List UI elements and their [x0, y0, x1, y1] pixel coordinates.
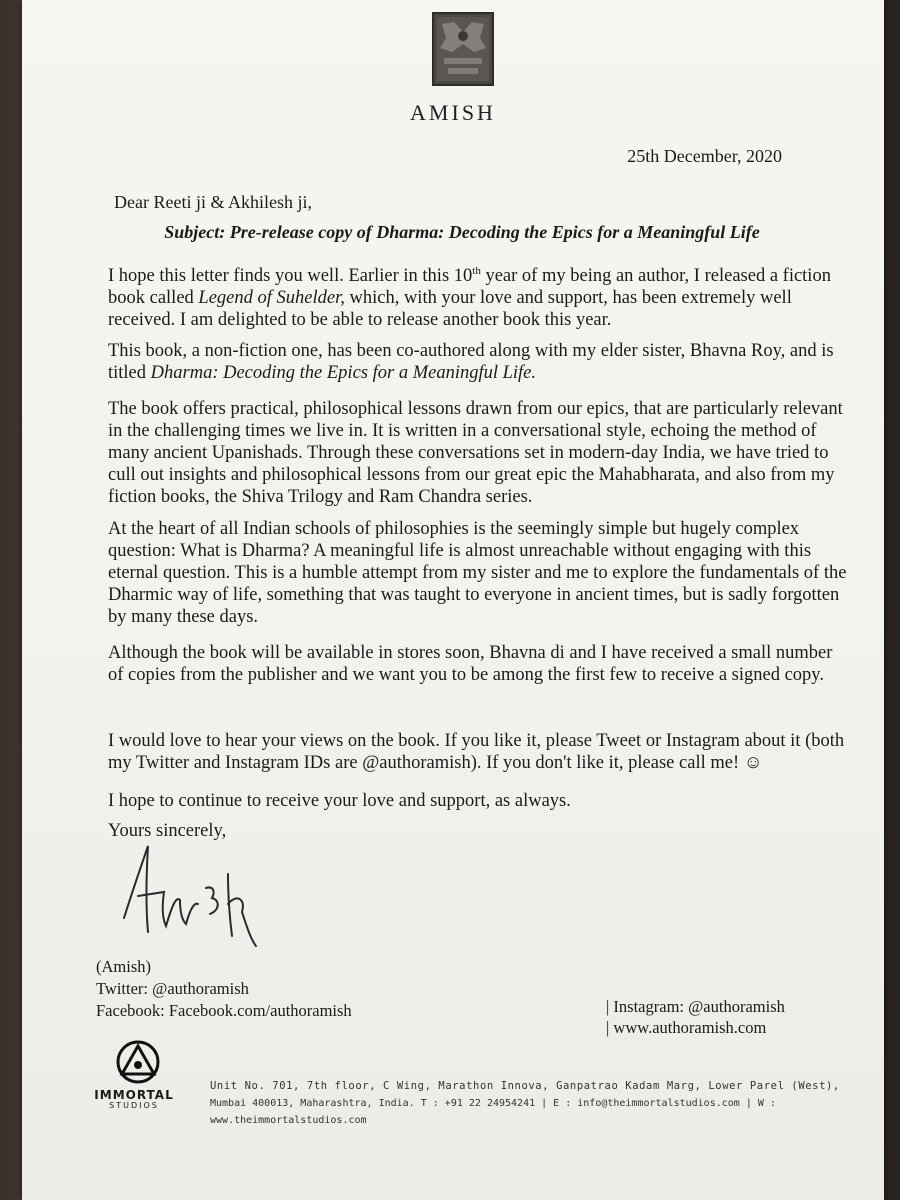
paragraph-1-text-b: year of my being an author, I released a fiction book called — [108, 266, 831, 309]
website-link: | www.authoramish.com — [606, 1018, 767, 1037]
letter-page — [22, 0, 884, 1200]
signature-graphic — [116, 840, 276, 950]
twitter-handle: Twitter: @authoramish — [96, 979, 249, 998]
signatory-name: (Amish) — [96, 957, 151, 976]
closing: Yours sincerely, — [108, 821, 227, 841]
letterhead-brand: AMISH — [410, 100, 496, 125]
paragraph-3: The book offers practical, philosophical lessons drawn from our epics, that are particularly relevant in the challenging times we live in. It is written in a conversational style, echoing the method of many ancient Upanishads. Through these conversations set in modern-day India, we have tried to cull out insights and philosophical lessons from our great epic the Mahabharata, and also from my fiction books, the Shiva Trilogy and Ram Chandra series. — [108, 399, 843, 507]
superscript: th — [472, 265, 481, 277]
paragraph-6: I would love to hear your views on the book. If you like it, please Tweet or Instagram about it (both my Twitter and Instagram IDs are @authoramish). If you don't like it, please call me! ☺ — [108, 731, 845, 773]
address-line-2: Mumbai 400013, Maharashtra, India. T : +91 22 24954241 | E : info@theimmortalstudios.com | W : www.theimmortalstudios.com — [210, 1098, 776, 1126]
paragraph-5: Although the book will be available in stores soon, Bhavna di and I have received a small number of copies from the publisher and we want you to be among the first few to receive a signed copy. — [108, 643, 833, 685]
paragraph-2 — [108, 340, 848, 384]
seal-logo-graphic — [434, 14, 492, 84]
paragraph-1-text-c: which, with your love and support, has been extremely well received. I am delighted to be able to release another book this year. — [108, 288, 792, 331]
handwritten-signature-icon — [116, 840, 276, 950]
company-address — [210, 1078, 880, 1129]
subject-line: Subject: Pre-release copy of Dharma: Decoding the Epics for a Meaningful Life — [164, 222, 760, 242]
letter-date: 25th December, 2020 — [627, 146, 782, 166]
paragraph-1 — [108, 260, 848, 331]
salutation: Dear Reeti ji & Akhilesh ji, — [114, 192, 312, 212]
book-title-dharma: Dharma: Decoding the Epics for a Meaningful Life. — [150, 363, 537, 383]
paragraph-1-text-a: I hope this letter finds you well. Earlier in this 10 — [108, 266, 473, 287]
book-title-suhelder: Legend of Suhelder, — [198, 288, 345, 309]
company-subtitle: STUDIOS — [109, 1101, 159, 1110]
immortal-studios-logo — [84, 1040, 184, 1110]
instagram-handle: | Instagram: @authoramish — [606, 997, 785, 1016]
paragraph-2-text: This book, a non-fiction one, has been co-authored along with my elder sister, Bhavna Roy, and is titled — [108, 341, 834, 383]
contact-left — [96, 956, 352, 1022]
company-name: IMMORTAL — [94, 1088, 174, 1102]
paragraph-7: I hope to continue to receive your love and support, as always. — [108, 791, 571, 811]
seal-logo-icon — [432, 12, 494, 86]
address-line-1: Unit No. 701, 7th floor, C Wing, Marathon Innova, Ganpatrao Kadam Marg, Lower Parel (West), — [210, 1080, 840, 1092]
paragraph-4: At the heart of all Indian schools of philosophies is the seemingly simple but hugely complex question: What is Dharma? A meaningful life is almost unreachable without engaging with this eternal question. This is a humble attempt from my sister and me to explore the fundamentals of the Dharmic way of life, something that was taught to everyone in ancient times, but is sadly forgotten by many these days. — [108, 519, 847, 627]
contact-right — [606, 996, 785, 1038]
facebook-handle: Facebook: Facebook.com/authoramish — [96, 1001, 352, 1020]
triangle-eye-icon — [106, 1040, 170, 1084]
